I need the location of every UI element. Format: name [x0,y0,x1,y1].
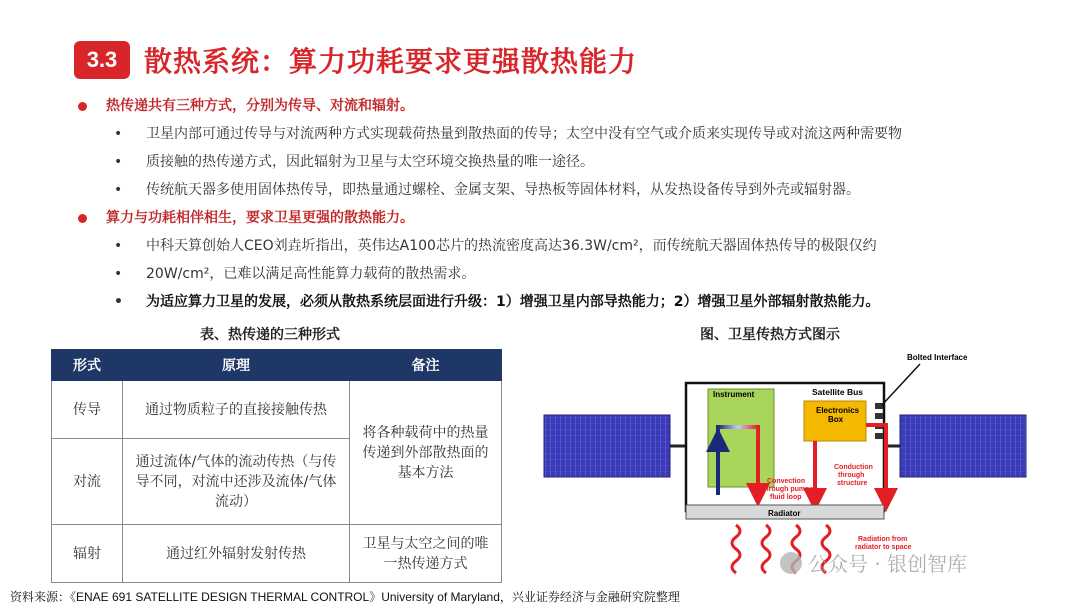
conduction-label-line3: structure [837,480,868,487]
section-number-badge: 3.3 [74,41,130,79]
source-note: 资料来源：《ENAE 691 SATELLITE DESIGN THERMAL CONTROL》University of Maryland，兴业证券经济与金融研究院整理 [10,590,680,604]
table-cell: 辐射 [52,525,123,583]
bolt [875,413,883,419]
radiator-label: Radiator [768,509,801,518]
watermark [780,548,967,577]
table-cell: 对流 [52,439,123,525]
bullet-item-continuation: • 质接触的热传递方式，因此辐射为卫星与太空环境交换热量的唯一途径。 [74,148,1014,176]
table-header: 备注 [350,350,502,381]
solar-panel-right [900,415,1026,477]
table-cell: 传导 [52,381,123,439]
bullet-item: • 传统航天器多使用固体热传导，即热量通过螺栓、金属支架、导热板等固体材料，从发热设备传导到外壳或辐射器。 [74,176,1014,204]
instrument-label: Instrument [713,390,755,399]
table-header: 形式 [52,350,123,381]
bullet-item: • 卫星内部可通过传导与对流两种方式实现载荷热量到散热面的传导；太空中没有空气或介质来实现传导或对流这两种需要物 [74,120,1014,148]
table-cell-merged-note: 将各种载荷中的热量传递到外部散热面的基本方法 [350,381,502,525]
table-caption: 表、热传递的三种形式 [200,327,340,343]
figure-caption: 图、卫星传热方式图示 [700,327,840,343]
electronics-box-label-line2: Box [828,415,844,424]
table-cell: 通过流体/气体的流动传热（与传导不同，对流中还涉及流体/气体流动） [123,439,350,525]
table-row [52,525,502,583]
electronics-box-label-line1: Electronics [816,406,860,415]
convection-label-line1: Convection [767,478,806,485]
conduction-label-line2: through [838,472,865,479]
wechat-icon [780,552,802,574]
table-cell: 卫星与太空之间的唯一热传递方式 [350,525,502,583]
bullet-item-bold: • 为适应算力卫星的发展，必须从散热系统层面进行升级：1）增强卫星内部导热能力；2）增强卫星外部辐射散热能力。 [74,288,1014,316]
bullet-item: • 中科天算创始人CEO刘垚圻指出，英伟达A100芯片的热流密度高达36.3W/cm²，而传统航天器固体热传导的极限仅约 [74,232,1014,260]
conduction-label-line1: Conduction [834,464,873,471]
solar-panel-left [544,415,670,477]
satellite-bus-label: Satellite Bus [812,387,864,397]
bolted-interface-label: Bolted Interface [907,353,968,362]
table-row [52,381,502,439]
watermark-text: 公众号 · 银创智库 [808,552,968,576]
table-cell: 通过物质粒子的直接接触传热 [123,381,350,439]
convection-label-line2: through pumped [762,486,818,493]
page-title: 散热系统：算力功耗要求更强散热能力 [144,45,638,78]
convection-label-line3: fluid loop [770,494,802,501]
table-cell: 通过红外辐射发射传热 [123,525,350,583]
radiation-wave [762,525,770,573]
bullet-item-continuation: • 20W/cm²，已难以满足高性能算力载荷的散热需求。 [74,260,1014,288]
bullet-heading: 算力与功耗相伴相生，要求卫星更强的散热能力。 [74,204,1014,232]
bullet-content [74,92,1014,316]
bolt [875,433,883,439]
bolted-interface-pointer [882,364,920,405]
radiation-label-line2: radiator to space [855,544,912,551]
table-header: 原理 [123,350,350,381]
radiation-label-line1: Radiation from [858,536,908,543]
bolt [875,403,883,409]
heat-transfer-table [51,349,502,583]
radiation-wave [732,525,740,573]
page-header [74,40,637,80]
bullet-heading: 热传递共有三种方式，分别为传导、对流和辐射。 [74,92,1014,120]
